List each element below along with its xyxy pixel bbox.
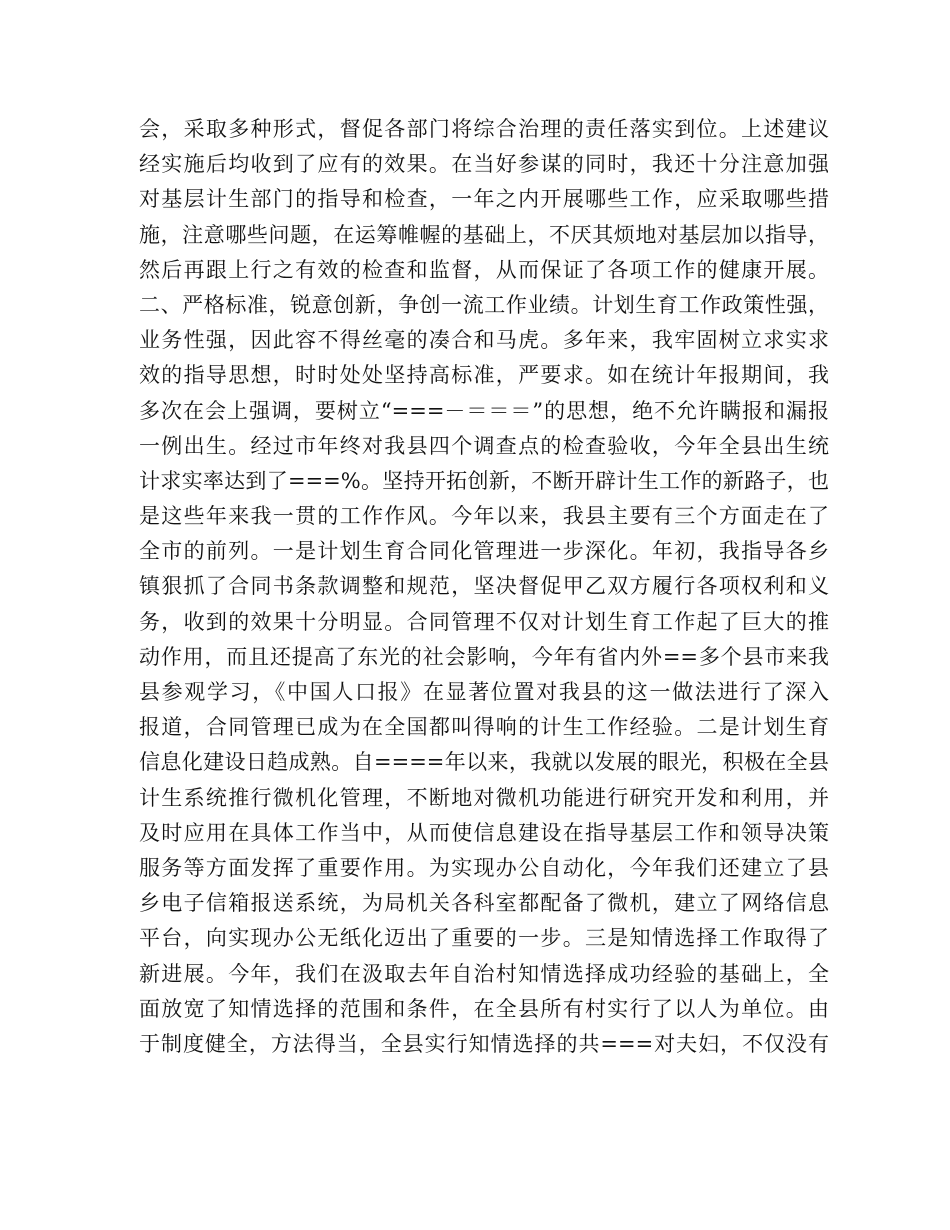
text-line: 然后再跟上行之有效的检查和监督，从而保证了各项工作的健康开展。 [139, 257, 829, 282]
text-line: 平台，向实现办公无纸化迈出了重要的一步。三是知情选择工作取得了 [139, 926, 829, 951]
body-text [139, 112, 829, 1062]
text-line: 是这些年来我一贯的工作作风。今年以来，我县主要有三个方面走在了 [139, 504, 829, 529]
text-line: 二、严格标准，锐意创新，争创一流工作业绩。计划生育工作政策性强， [139, 292, 829, 317]
text-line: 镇狠抓了合同书条款调整和规范，坚决督促甲乙双方履行各项权利和义 [139, 574, 829, 599]
text-line: 会，采取多种形式，督促各部门将综合治理的责任落实到位。上述建议 [139, 117, 829, 141]
text-line: 计生系统推行微机化管理，不断地对微机功能进行研究开发和利用，并 [139, 785, 829, 810]
text-line: 于制度健全，方法得当，全县实行知情选择的共===对夫妇，不仅没有 [139, 1031, 829, 1056]
text-line: 多次在会上强调，要树立“===－＝＝＝”的思想，绝不允许瞒报和漏报 [139, 398, 829, 423]
text-line: 对基层计生部门的指导和检查，一年之内开展哪些工作，应采取哪些措 [139, 187, 829, 212]
text-line: 及时应用在具体工作当中，从而使信息建设在指导基层工作和领导决策 [139, 820, 829, 845]
text-line: 县参观学习，《中国人口报》在显著位置对我县的这一做法进行了深入 [139, 680, 829, 704]
text-line: 效的指导思想，时时处处坚持高标准，严要求。如在统计年报期间，我 [139, 363, 829, 388]
text-line: 务，收到的效果十分明显。合同管理不仅对计划生育工作起了巨大的推 [139, 609, 829, 634]
text-line: 业务性强，因此容不得丝毫的凑合和马虎。多年来，我牢固树立求实求 [139, 328, 829, 353]
text-line: 信息化建设日趋成熟。自====年以来，我就以发展的眼光，积极在全县 [139, 750, 829, 775]
text-line: 计求实率达到了===%。坚持开拓创新，不断开辟计生工作的新路子，也 [139, 468, 829, 493]
text-line: 经实施后均收到了应有的效果。在当好参谋的同时，我还十分注意加强 [139, 152, 829, 177]
text-line: 动作用，而且还提高了东光的社会影响，今年有省内外==多个县市来我 [139, 644, 829, 669]
text-line: 服务等方面发挥了重要作用。为实现办公自动化，今年我们还建立了县 [139, 855, 829, 880]
text-line: 全市的前列。一是计划生育合同化管理进一步深化。年初，我指导各乡 [139, 539, 829, 564]
text-line: 报道，合同管理已成为在全国都叫得响的计生工作经验。二是计划生育 [139, 715, 829, 740]
text-line: 一例出生。经过市年终对我县四个调查点的检查验收，今年全县出生统 [139, 433, 829, 458]
text-line: 乡电子信箱报送系统，为局机关各科室都配备了微机，建立了网络信息 [139, 891, 829, 916]
text-line: 面放宽了知情选择的范围和条件，在全县所有村实行了以人为单位。由 [139, 996, 829, 1021]
text-line: 新进展。今年，我们在汲取去年自治村知情选择成功经验的基础上，全 [139, 961, 829, 986]
text-line: 施，注意哪些问题，在运筹帷幄的基础上，不厌其烦地对基层加以指导， [139, 222, 829, 247]
